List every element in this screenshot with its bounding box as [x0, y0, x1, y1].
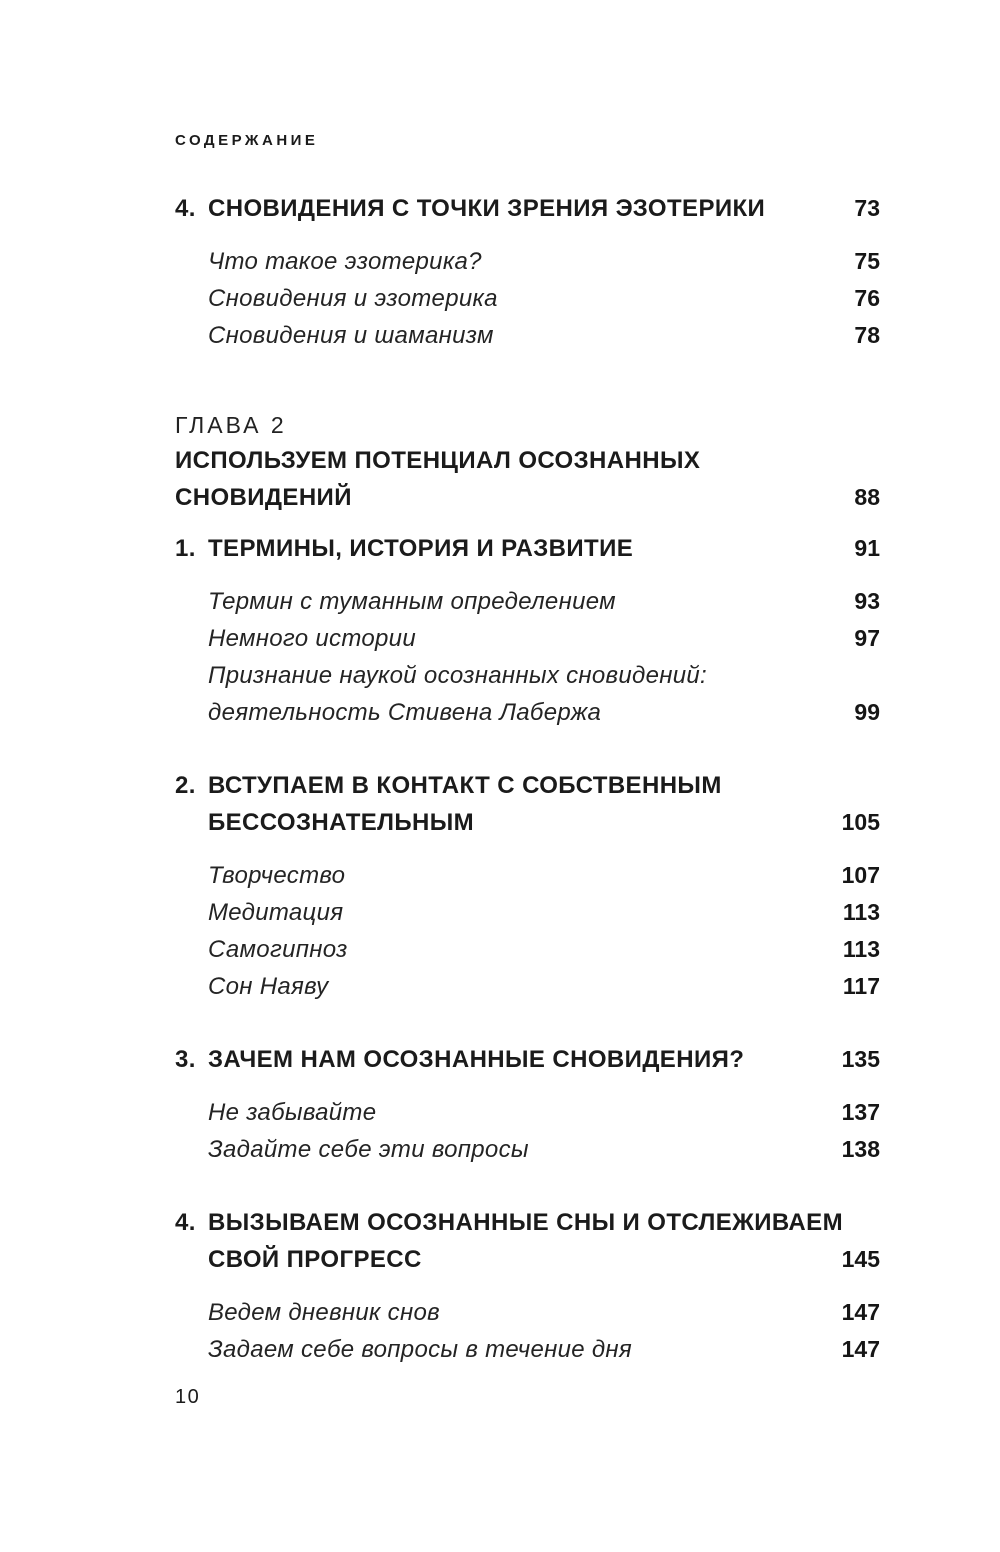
toc-entry-title: Немного истории: [208, 625, 416, 652]
toc-entry-label: [175, 1204, 843, 1241]
toc-subsection-entry: [175, 1094, 880, 1131]
toc-entry-label: [175, 1131, 529, 1168]
toc-subsection-entry: [175, 1331, 880, 1368]
toc-entry-page: 93: [854, 588, 880, 614]
toc-entry-page: 147: [841, 1336, 880, 1362]
toc-entry-page: 105: [841, 809, 880, 835]
toc-entries: [175, 190, 880, 1368]
toc-entry-label: [175, 530, 633, 567]
toc-entry-label: [175, 280, 498, 317]
toc-line: [175, 857, 880, 894]
toc-entry-title: Задайте себе эти вопросы: [208, 1136, 529, 1163]
toc-subsection-entry: [175, 857, 880, 894]
toc-line: [175, 968, 880, 1005]
toc-entry-title: Задаем себе вопросы в течение дня: [208, 1336, 633, 1363]
toc-line: [175, 190, 880, 227]
toc-entry-page: 113: [842, 936, 880, 962]
toc-entry-page: 117: [842, 973, 880, 999]
toc-entry-title: Сновидения и шаманизм: [208, 322, 494, 349]
toc-entry-title: ВЫЗЫВАЕМ ОСОЗНАННЫЕ СНЫ И ОТСЛЕЖИВАЕМ: [208, 1209, 843, 1236]
toc-entry-title: Ведем дневник снов: [208, 1299, 440, 1326]
toc-line: [175, 479, 880, 516]
toc-line: [175, 1294, 880, 1331]
toc-entry-label: [175, 767, 722, 804]
toc-subsection-entry: [175, 1294, 880, 1331]
toc-entry-label: [175, 1041, 744, 1078]
toc-entry-title: Сновидения и эзотерика: [208, 285, 498, 312]
toc-entry-label: [175, 620, 416, 657]
toc-line: [175, 1204, 880, 1241]
toc-entry-label: [175, 1294, 440, 1331]
toc-entry-title: Сон Наяву: [208, 973, 329, 1000]
toc-entry-page: 147: [841, 1299, 880, 1325]
toc-entry-title: Самогипноз: [208, 936, 348, 963]
toc-section-entry: [175, 1204, 880, 1278]
toc-line: [175, 694, 880, 731]
toc-entry-label: [175, 931, 348, 968]
toc-entry-page: 76: [854, 285, 880, 311]
toc-entry-label: [175, 479, 352, 516]
toc-subsection-entry: [175, 583, 880, 620]
toc-entry-page: 75: [854, 248, 880, 274]
chapter-label: ГЛАВА 2: [175, 412, 287, 438]
toc-line: [175, 931, 880, 968]
toc-subsection-entry: [175, 1131, 880, 1168]
toc-line: [175, 1241, 880, 1278]
toc-line: [175, 243, 880, 280]
toc-entry-label: [175, 243, 482, 280]
toc-line: [175, 804, 880, 841]
toc-line: [175, 1041, 880, 1078]
toc-section-entry: [175, 1041, 880, 1078]
toc-subsection-entry: [175, 243, 880, 280]
toc-entry-title: ТЕРМИНЫ, ИСТОРИЯ И РАЗВИТИЕ: [208, 535, 634, 562]
toc-entry-label: [175, 657, 707, 694]
toc-entry-page: 91: [854, 535, 880, 561]
toc-entry-number: 3.: [175, 1046, 196, 1073]
toc-entry-label: [175, 317, 494, 354]
toc-line: [175, 657, 880, 694]
toc-line: [175, 1331, 880, 1368]
toc-line: [175, 317, 880, 354]
toc-entry-label: [175, 694, 601, 731]
toc-entry-title: деятельность Стивена Лабержа: [208, 699, 602, 726]
toc-entry-title: СВОЙ ПРОГРЕСС: [208, 1246, 422, 1273]
toc-entry-title: ИСПОЛЬЗУЕМ ПОТЕНЦИАЛ ОСОЗНАННЫХ: [175, 447, 701, 474]
page-number-footer: 10: [175, 1386, 201, 1408]
toc-line: [175, 1131, 880, 1168]
toc-line: [175, 1094, 880, 1131]
toc-line: [175, 894, 880, 931]
toc-entry-label: [175, 857, 345, 894]
toc-entry-label: [175, 804, 474, 841]
toc-entry-page: 73: [854, 195, 880, 221]
toc-entry-number: 1.: [175, 535, 196, 562]
toc-entry-page: 137: [841, 1099, 880, 1125]
toc-entry-title: БЕССОЗНАТЕЛЬНЫМ: [208, 809, 475, 836]
toc-entry-label: [175, 190, 765, 227]
toc-entry-page: 88: [854, 484, 880, 510]
toc-entry-page: 113: [842, 899, 880, 925]
toc-content: [175, 132, 880, 1368]
toc-entry-title: Признание наукой осознанных сновидений:: [208, 662, 708, 689]
toc-entry-title: СНОВИДЕНИЯ С ТОЧКИ ЗРЕНИЯ ЭЗОТЕРИКИ: [208, 195, 766, 222]
toc-entry-label: [175, 1094, 376, 1131]
toc-entry-title: ВСТУПАЕМ В КОНТАКТ С СОБСТВЕННЫМ: [208, 772, 722, 799]
toc-line: [175, 530, 880, 567]
toc-subsection-entry: [175, 968, 880, 1005]
toc-entry-label: [175, 442, 700, 479]
toc-entry-number: 4.: [175, 1209, 196, 1236]
toc-entry-title: Термин с туманным определением: [208, 588, 616, 615]
toc-line: [175, 620, 880, 657]
toc-subsection-entry: [175, 894, 880, 931]
toc-entry-number: 2.: [175, 772, 196, 799]
toc-entry-title: Творчество: [208, 862, 346, 889]
toc-entry-title: Что такое эзотерика?: [208, 248, 482, 275]
toc-line: [175, 767, 880, 804]
toc-subsection-entry: [175, 317, 880, 354]
toc-entry-page: 135: [841, 1046, 880, 1072]
toc-section-entry: [175, 190, 880, 227]
toc-entry-label: [175, 583, 616, 620]
toc-line: [175, 280, 880, 317]
toc-subsection-entry: [175, 620, 880, 657]
toc-section-entry: [175, 767, 880, 841]
toc-entry-page: 145: [841, 1246, 880, 1272]
toc-entry-number: 4.: [175, 195, 196, 222]
toc-entry-page: 78: [854, 322, 880, 348]
toc-chapter-entry: [175, 408, 880, 516]
toc-entry-label: [175, 894, 343, 931]
toc-line: [175, 442, 880, 479]
toc-entry-page: 138: [841, 1136, 880, 1162]
toc-entry-title: Медитация: [208, 899, 344, 926]
running-head: СОДЕРЖАНИЕ: [175, 132, 319, 149]
toc-entry-label: [175, 1331, 632, 1368]
toc-entry-page: 97: [854, 625, 880, 651]
toc-entry-label: [175, 968, 329, 1005]
toc-subsection-entry: [175, 657, 880, 731]
toc-line: [175, 583, 880, 620]
toc-entry-label: [175, 1241, 422, 1278]
toc-entry-title: ЗАЧЕМ НАМ ОСОЗНАННЫЕ СНОВИДЕНИЯ?: [208, 1046, 745, 1073]
toc-subsection-entry: [175, 931, 880, 968]
toc-entry-page: 99: [854, 699, 880, 725]
toc-subsection-entry: [175, 280, 880, 317]
toc-entry-title: Не забывайте: [208, 1099, 377, 1126]
toc-entry-title: СНОВИДЕНИЙ: [175, 484, 352, 511]
toc-entry-page: 107: [841, 862, 880, 888]
toc-section-entry: [175, 530, 880, 567]
